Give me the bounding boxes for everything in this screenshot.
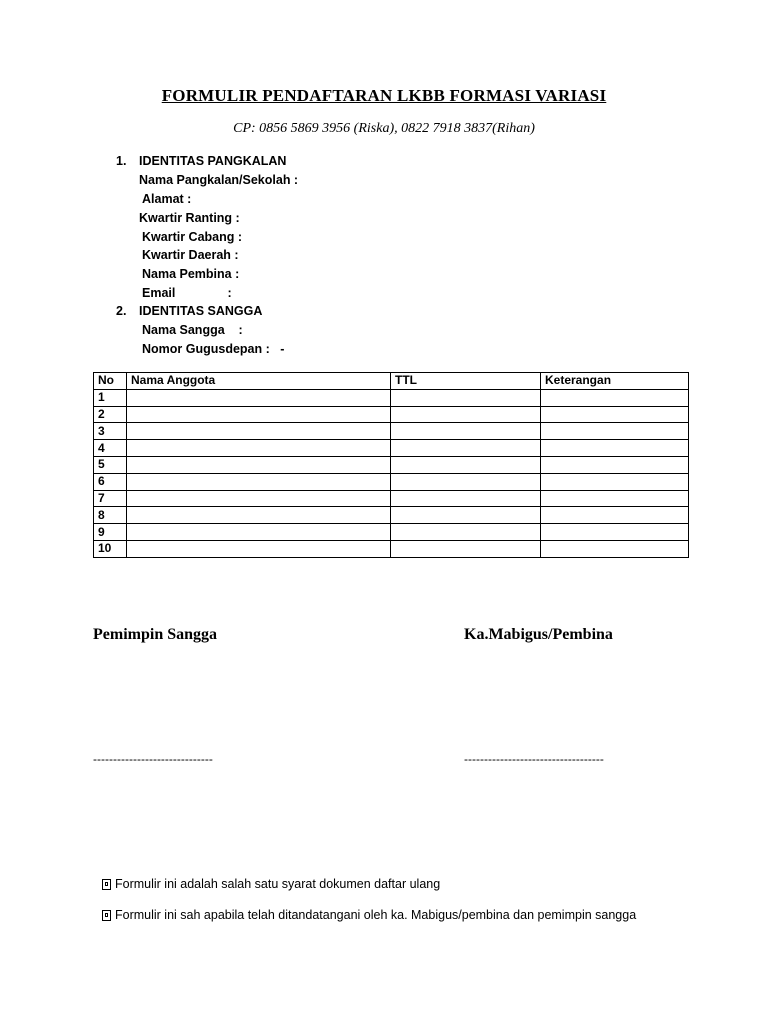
field-kwartir-cabang: Kwartir Cabang : [142,230,243,244]
signature-label-pemimpin-sangga: Pemimpin Sangga [93,626,218,643]
cell-nama[interactable] [127,423,391,440]
note-item [102,908,636,922]
section-heading: IDENTITAS SANGGA [139,304,263,318]
signature-line-right: ----------------------------------- [464,752,604,766]
cell-ttl[interactable] [391,490,541,507]
row-number: 4 [94,440,127,457]
cell-nama[interactable] [127,540,391,557]
table-header-row [94,373,689,390]
cell-ttl[interactable] [391,524,541,541]
field-email: Email : [142,286,232,300]
table-row [94,423,689,440]
cell-nama[interactable] [127,490,391,507]
row-number: 7 [94,490,127,507]
cell-nama[interactable] [127,507,391,524]
cell-ttl[interactable] [391,440,541,457]
row-number: 2 [94,406,127,423]
cell-nama[interactable] [127,406,391,423]
field-nama-pembina: Nama Pembina : [142,267,240,281]
row-number: 3 [94,423,127,440]
cell-nama[interactable] [127,389,391,406]
header-nama-anggota: Nama Anggota [127,373,391,390]
table-row [94,540,689,557]
section-identitas-pangkalan [116,154,286,168]
cell-keterangan[interactable] [541,440,689,457]
cell-keterangan[interactable] [541,490,689,507]
table-row [94,473,689,490]
row-number: 9 [94,524,127,541]
header-keterangan: Keterangan [541,373,689,390]
cell-keterangan[interactable] [541,524,689,541]
cell-keterangan[interactable] [541,406,689,423]
header-no: No [94,373,127,390]
members-table [93,372,689,558]
section-heading: IDENTITAS PANGKALAN [139,154,287,168]
field-kwartir-daerah: Kwartir Daerah : [142,248,239,262]
cell-ttl[interactable] [391,473,541,490]
cell-ttl[interactable] [391,423,541,440]
signature-line-left: ------------------------------ [93,752,213,766]
checkbox-bullet-icon [102,910,111,921]
note-text: Formulir ini sah apabila telah ditandatangani oleh ka. Mabigus/pembina dan pemimpin sangga [115,908,637,922]
section-number: 1. [116,154,127,168]
cell-keterangan[interactable] [541,423,689,440]
header-ttl: TTL [391,373,541,390]
cell-nama[interactable] [127,473,391,490]
table-row [94,440,689,457]
contact-line: CP: 0856 5869 3956 (Riska), 0822 7918 3837(Rihan) [233,121,535,136]
table-row [94,507,689,524]
row-number: 8 [94,507,127,524]
field-nomor-gugusdepan: Nomor Gugusdepan : - [142,342,285,356]
field-kwartir-ranting: Kwartir Ranting : [139,211,240,225]
cell-ttl[interactable] [391,540,541,557]
cell-keterangan[interactable] [541,389,689,406]
table-row [94,406,689,423]
section-number: 2. [116,304,127,318]
table-row [94,524,689,541]
note-text: Formulir ini adalah salah satu syarat dokumen daftar ulang [115,877,441,891]
cell-keterangan[interactable] [541,456,689,473]
cell-ttl[interactable] [391,507,541,524]
cell-ttl[interactable] [391,406,541,423]
table-row [94,389,689,406]
cell-nama[interactable] [127,440,391,457]
row-number: 6 [94,473,127,490]
table-row [94,456,689,473]
signature-label-mabigus-pembina: Ka.Mabigus/Pembina [464,626,613,643]
section-identitas-sangga [116,304,262,318]
note-item [102,877,440,891]
checkbox-bullet-icon [102,879,111,890]
row-number: 10 [94,540,127,557]
cell-nama[interactable] [127,456,391,473]
cell-ttl[interactable] [391,389,541,406]
table-row [94,490,689,507]
row-number: 1 [94,389,127,406]
cell-nama[interactable] [127,524,391,541]
field-nama-pangkalan: Nama Pangkalan/Sekolah : [139,173,299,187]
form-title: FORMULIR PENDAFTARAN LKBB FORMASI VARIASI [161,86,607,105]
field-alamat: Alamat : [142,192,192,206]
cell-keterangan[interactable] [541,540,689,557]
row-number: 5 [94,456,127,473]
cell-keterangan[interactable] [541,473,689,490]
cell-keterangan[interactable] [541,507,689,524]
cell-ttl[interactable] [391,456,541,473]
field-nama-sangga: Nama Sangga : [142,323,243,337]
